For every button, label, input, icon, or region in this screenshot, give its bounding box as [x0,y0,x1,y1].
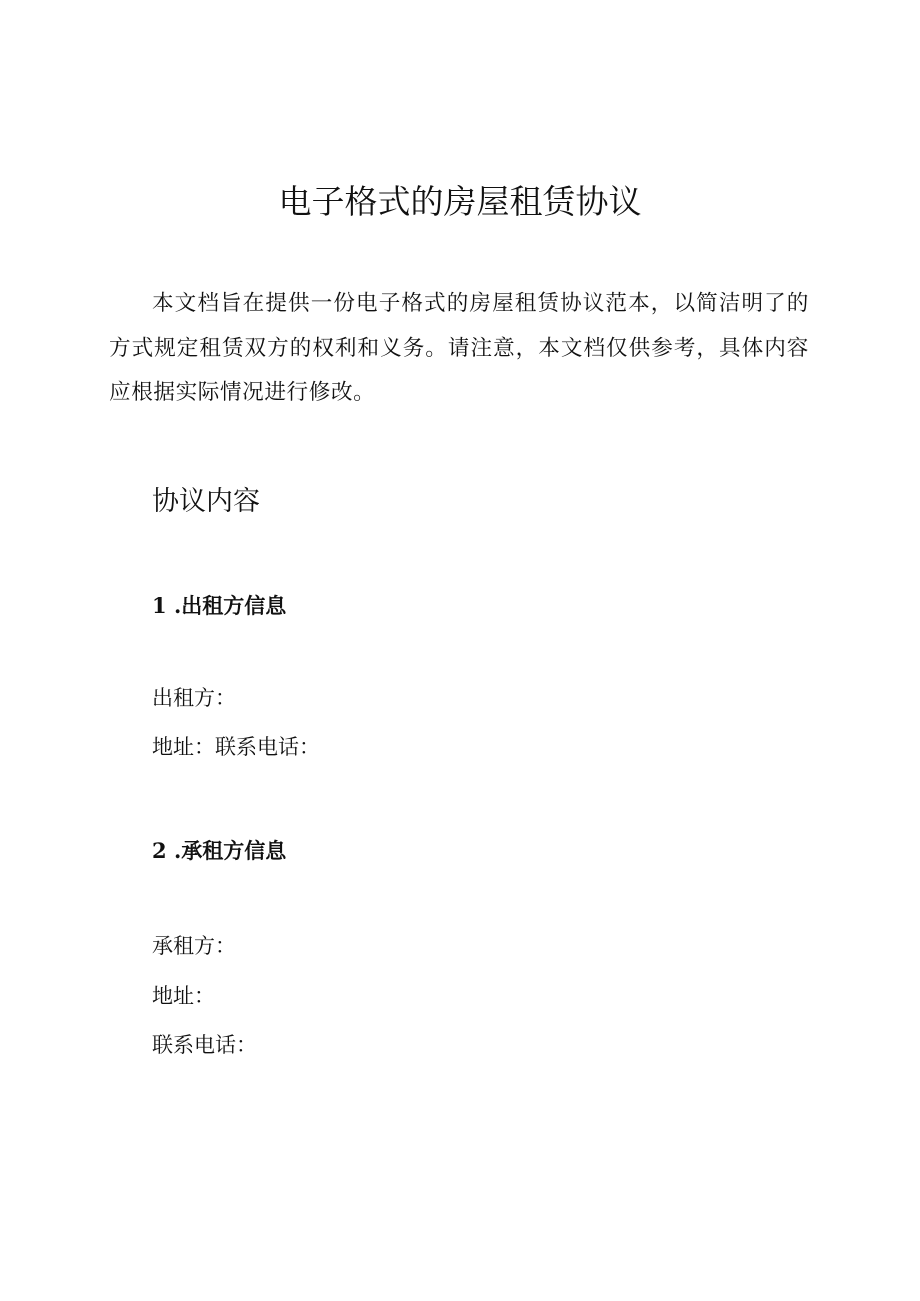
landlord-name-field: 出租方： [152,686,236,710]
document-title: 电子格式的房屋租赁协议 [278,182,642,221]
landlord-phone-field: 联系电话： [215,735,320,759]
tenant-address-field: 地址： [152,984,215,1008]
landlord-address-field: 地址： [152,735,215,759]
tenant-phone-field: 联系电话： [152,1033,257,1057]
landlord-info-number: 1 [152,593,167,618]
section-heading: 协议内容 [152,486,260,517]
tenant-info-title: .承租方信息 [174,838,287,863]
tenant-info-heading [152,835,286,867]
landlord-address-phone-line [152,731,320,763]
tenant-info-number: 2 [152,838,167,863]
tenant-name-field: 承租方： [152,934,236,958]
landlord-info-heading [152,590,286,622]
landlord-info-title: .出租方信息 [174,593,287,618]
intro-paragraph: 本文档旨在提供一份电子格式的房屋租赁协议范本，以简洁明了的方式规定租赁双方的权利和义务。请注意，本文档仅供参考，具体内容应根据实际情况进行修改。 [109,291,809,405]
